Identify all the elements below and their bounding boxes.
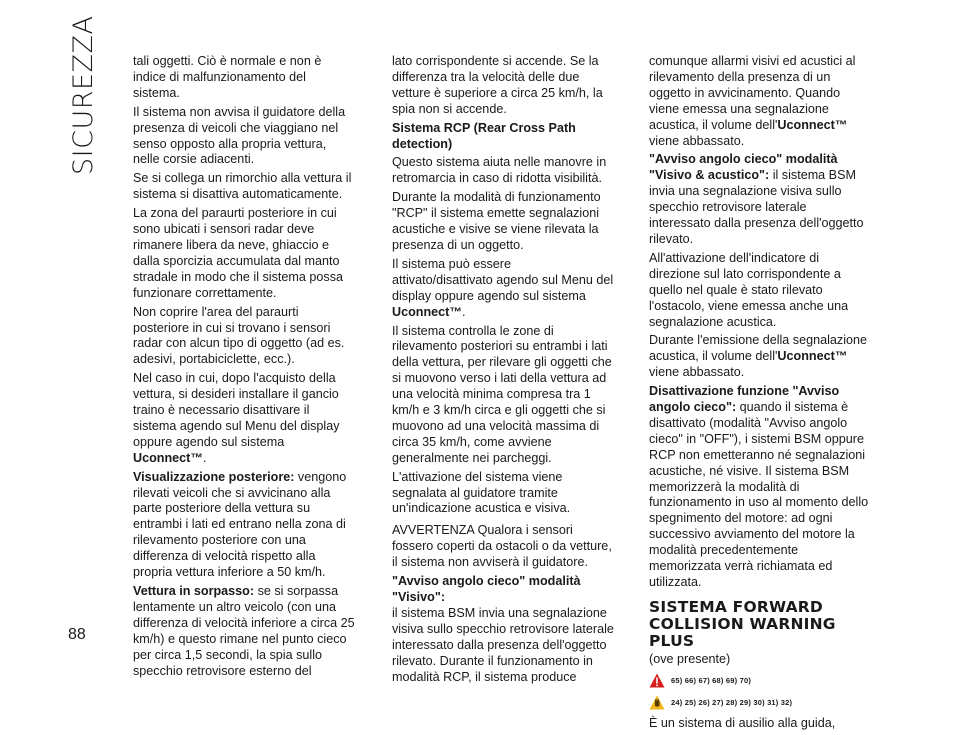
paragraph: [649, 333, 871, 381]
text: Nel caso in cui, dopo l'acquisto della vettura, si desideri installare il gancio traino è necessario disattivare il sistema agendo sul Menu del display oppure agendo sul sistema: [133, 371, 340, 449]
text: il sistema BSM invia una segnalazione visiva sullo specchio retrovisore laterale interessato dalla presenza dell'oggetto rilevato.: [649, 168, 864, 246]
paragraph: Il sistema non avvisa il guidatore della presenza di veicoli che viaggiano nel senso opposto alla propria vettura, nelle corsie adiacenti.: [133, 104, 346, 167]
page-number: 88: [68, 626, 86, 643]
paragraph: La zona del paraurti posteriore in cui sono ubicati i sensori radar deve rimanere libera da neve, ghiaccio e dalla sporcizia accumulata dal manto stradale in modo che il sistema possa funzionare correttamente.: [133, 206, 343, 300]
warning-note: AVVERTENZA Qualora i sensori fossero coperti da ostacoli o da vetture, il sistema non avviserà il guidatore.: [392, 523, 612, 570]
text: viene abbassato.: [649, 133, 745, 148]
paragraph: tali oggetti. Ciò è normale e non è indice di malfunzionamento del sistema.: [133, 54, 322, 100]
section-heading: SISTEMA FORWARD COLLISION WARNING PLUS: [649, 597, 836, 650]
caution-refs: [649, 694, 871, 712]
text: quando il sistema è disattivato (modalità "Avviso angolo cieco" in "OFF"), i sistemi BSM oppure RCP non emetteranno né segnalazioni acustiche, né visive. Il sistema BSM memorizzerà la modalità di funzionamento in uso al momento dello spegnimento del motore: ad ogni successivo avviamento del motore la modalità precedentemente memorizzata verrà richiamata ed utilizzata.: [649, 400, 869, 589]
text: viene abbassato.: [649, 365, 745, 380]
reference-list: 24) 25) 26) 27) 28) 29) 30) 31) 32): [671, 697, 793, 707]
paragraph: [649, 54, 871, 149]
inline-label: "Avviso angolo cieco" modalità "Visivo & acustico":: [649, 152, 838, 183]
brand-name: Uconnect™: [133, 450, 203, 465]
paragraph: Durante la modalità di funzionamento "RCP" il sistema emette segnalazioni acustiche e visive se viene rilevata la presenza di un oggetto.: [392, 190, 601, 252]
text: Durante l'emissione della segnalazione acustica, il volume dell': [649, 333, 868, 364]
section-subtitle: (ove presente): [649, 651, 731, 666]
subheading-visivo: "Avviso angolo cieco" modalità "Visivo":: [392, 574, 581, 604]
caution-hand-icon: [649, 695, 665, 710]
paragraph: [133, 470, 355, 581]
section-title: SICUREZZA: [68, 15, 99, 175]
column-1: [133, 54, 355, 682]
text: comunque allarmi visivi ed acustici al rilevamento della presenza di un oggetto in avvicinamento. Quando viene emessa una segnalazione acustica, il volume dell': [649, 54, 856, 132]
paragraph: [133, 584, 355, 679]
text: se si sorpassa lentamente un altro veicolo (con una differenza di velocità inferiore a circa 25 km/h) e questo rimane nel punto cieco per circa 1,5 secondi, la spia sullo specchio retrovisore esterno del: [133, 584, 355, 678]
paragraph: [649, 384, 871, 591]
paragraph: [133, 371, 355, 466]
paragraph: [649, 152, 871, 247]
paragraph: È un sistema di ausilio alla guida,: [649, 715, 836, 730]
paragraph: Questo sistema aiuta nelle manovre in retromarcia in caso di ridotta visibilità.: [392, 155, 607, 186]
reference-list: 65) 66) 67) 68) 69) 70): [671, 675, 752, 685]
paragraph: Il sistema controlla le zone di rilevamento posteriori su entrambi i lati della vettura, per rilevare gli oggetti che si muovono verso i lati della vettura ad una velocità minima compresa tra 1 km/h e 3 km/h circa e gli oggetti che si muovono ad una velocità massima di circa 35 km/h, come avviene generalmente nei parcheggi.: [392, 323, 612, 465]
brand-name: Uconnect™: [392, 304, 462, 319]
paragraph: All'attivazione dell'indicatore di direzione sul lato corrispondente a quello nel quale è stato rilevato l'ostacolo, viene emessa anche una segnalazione acustica.: [649, 250, 849, 329]
brand-name: Uconnect™: [777, 117, 848, 132]
paragraph: Non coprire l'area del paraurti posteriore in cui si trovano i sensori radar con alcun tipo di oggetto (ad es. adesivi, portabiciclette, ecc.).: [133, 304, 345, 367]
text: .: [202, 450, 207, 465]
inline-label: Vettura in sorpasso:: [133, 584, 255, 598]
paragraph: Se si collega un rimorchio alla vettura il sistema si disattiva automaticamente.: [133, 171, 352, 202]
text: Il sistema può essere attivato/disattivato agendo sul Menu del display oppure agendo sul sistema: [392, 256, 614, 303]
column-2: [392, 54, 614, 688]
inline-label: Visualizzazione posteriore:: [133, 469, 295, 484]
paragraph: [392, 257, 614, 321]
warning-refs: [649, 672, 871, 690]
paragraph: lato corrispondente si accende. Se la differenza tra la velocità delle due vetture è superiore a circa 25 km/h, la spia non si accende.: [392, 54, 603, 116]
text: vengono rilevati veicoli che si avvicinano alla parte posteriore della vettura su entrambi i lati ed entrano nella zona di rilevamento posteriore con una differenza di velocità rispetto alla propria vettura inferiore a 50 km/h.: [133, 469, 347, 580]
brand-name: Uconnect™: [777, 349, 848, 364]
paragraph: L'attivazione del sistema viene segnalata al guidatore tramite un'indicazione acustica e visiva.: [392, 469, 571, 516]
inline-label: Disattivazione funzione "Avviso angolo cieco":: [649, 384, 840, 415]
subheading-rcp: Sistema RCP (Rear Cross Path detection): [392, 120, 576, 151]
warning-triangle-icon: [649, 673, 665, 688]
text: .: [461, 304, 466, 319]
column-3: [649, 54, 871, 735]
paragraph: il sistema BSM invia una segnalazione visiva sullo specchio retrovisore laterale interessato dalla presenza dell'oggetto rilevato. Durante il funzionamento in modalità RCP, il sistema produce: [392, 605, 614, 684]
